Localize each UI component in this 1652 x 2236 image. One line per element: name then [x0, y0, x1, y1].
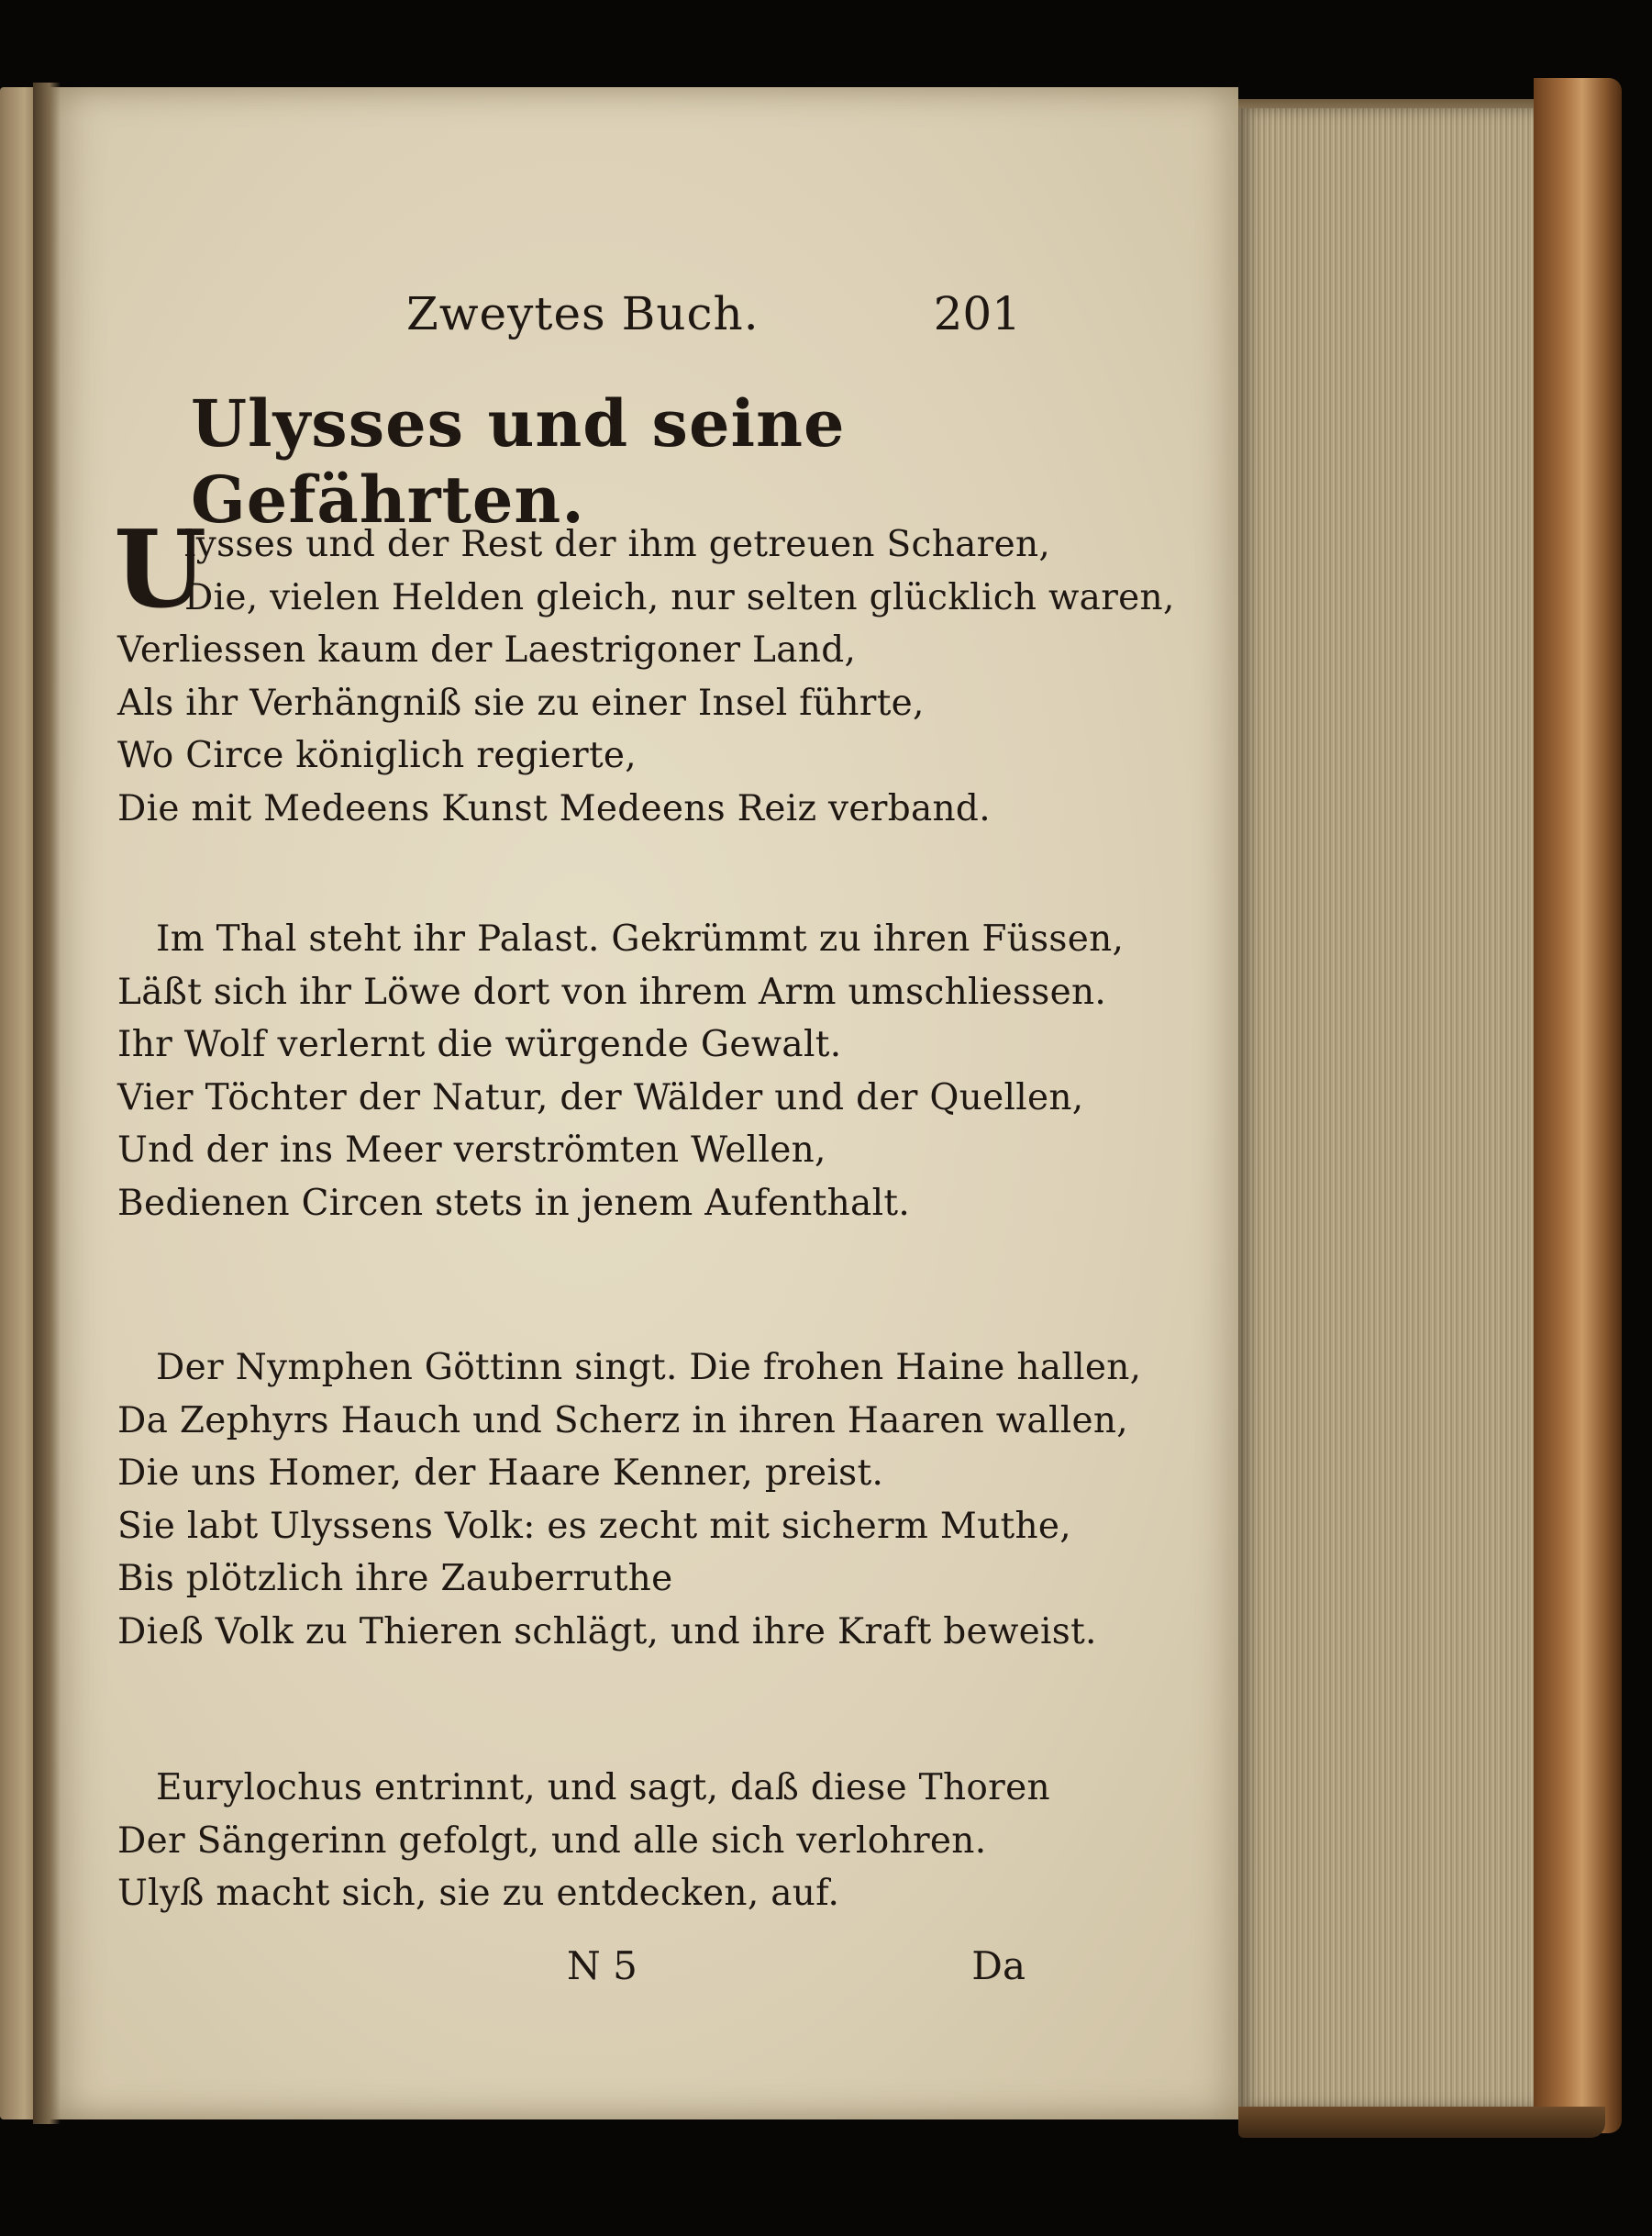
verse-line: lysses und der Rest der ihm getreuen Scharen, — [184, 524, 1051, 565]
catchword: Da — [971, 1943, 1026, 1988]
verse-line: Und der ins Meer verströmten Wellen, — [117, 1129, 826, 1171]
verse-line: Die, vielen Helden gleich, nur selten glücklich waren, — [184, 576, 1175, 618]
verse-line: Verliessen kaum der Laestrigoner Land, — [117, 629, 857, 671]
verse-line: Bis plötzlich ihre Zauberruthe — [117, 1558, 673, 1599]
poem-title: Ulysses und seine Gefährten. — [191, 385, 846, 538]
verse-line: Vier Töchter der Natur, der Wälder und der Quellen, — [117, 1076, 1084, 1118]
book-page — [44, 87, 1238, 2119]
binding-gutter — [33, 83, 61, 2124]
book-cover-edge — [1534, 78, 1622, 2133]
verse-line: Der Nymphen Göttinn singt. Die frohen Haine hallen, — [156, 1347, 1142, 1388]
verse-line: Im Thal steht ihr Palast. Gekrümmt zu ihren Füssen, — [156, 918, 1125, 960]
verse-line: Da Zephyrs Hauch und Scherz in ihren Haaren wallen, — [117, 1399, 1128, 1441]
page-header — [406, 287, 1021, 351]
verse-line: Die mit Medeens Kunst Medeens Reiz verband. — [117, 787, 991, 829]
stanza-1 — [114, 507, 1175, 835]
verse-line: Ulyß macht sich, sie zu entdecken, auf. — [117, 1873, 840, 1914]
stanza-4 — [117, 1762, 1050, 1920]
verse-line: Die uns Homer, der Haare Kenner, preist. — [117, 1452, 884, 1494]
verse-line: Bedienen Circen stets in jenem Aufenthalt. — [117, 1182, 911, 1224]
signature-mark: N 5 — [567, 1943, 638, 1988]
verse-line: Der Sängerinn gefolgt, und alle sich verlohren. — [117, 1819, 987, 1862]
page-stack-fore-edge — [1238, 108, 1541, 2108]
running-head: Zweytes Buch. — [406, 287, 759, 340]
verse-line: Läßt sich ihr Löwe dort von ihrem Arm umschliessen. — [117, 971, 1107, 1013]
book-cover-bottom — [1238, 2107, 1605, 2138]
verse-line: Wo Circe königlich regierte, — [117, 735, 637, 776]
verse-line: Ihr Wolf verlernt die würgende Gewalt. — [117, 1024, 842, 1065]
verse-line: Eurylochus entrinnt, und sagt, daß diese Thoren — [156, 1767, 1050, 1808]
page-number: 201 — [933, 287, 1021, 340]
drop-cap: U — [114, 507, 207, 632]
verse-line: Dieß Volk zu Thieren schlägt, und ihre Kraft beweist. — [117, 1610, 1097, 1652]
verse-line: Als ihr Verhängniß sie zu einer Insel führte, — [117, 682, 925, 724]
verse-line: Sie labt Ulyssens Volk: es zecht mit sicherm Muthe, — [117, 1505, 1071, 1547]
stanza-2 — [117, 913, 1125, 1229]
stanza-3 — [117, 1341, 1142, 1658]
page-footer — [567, 1943, 1026, 1998]
